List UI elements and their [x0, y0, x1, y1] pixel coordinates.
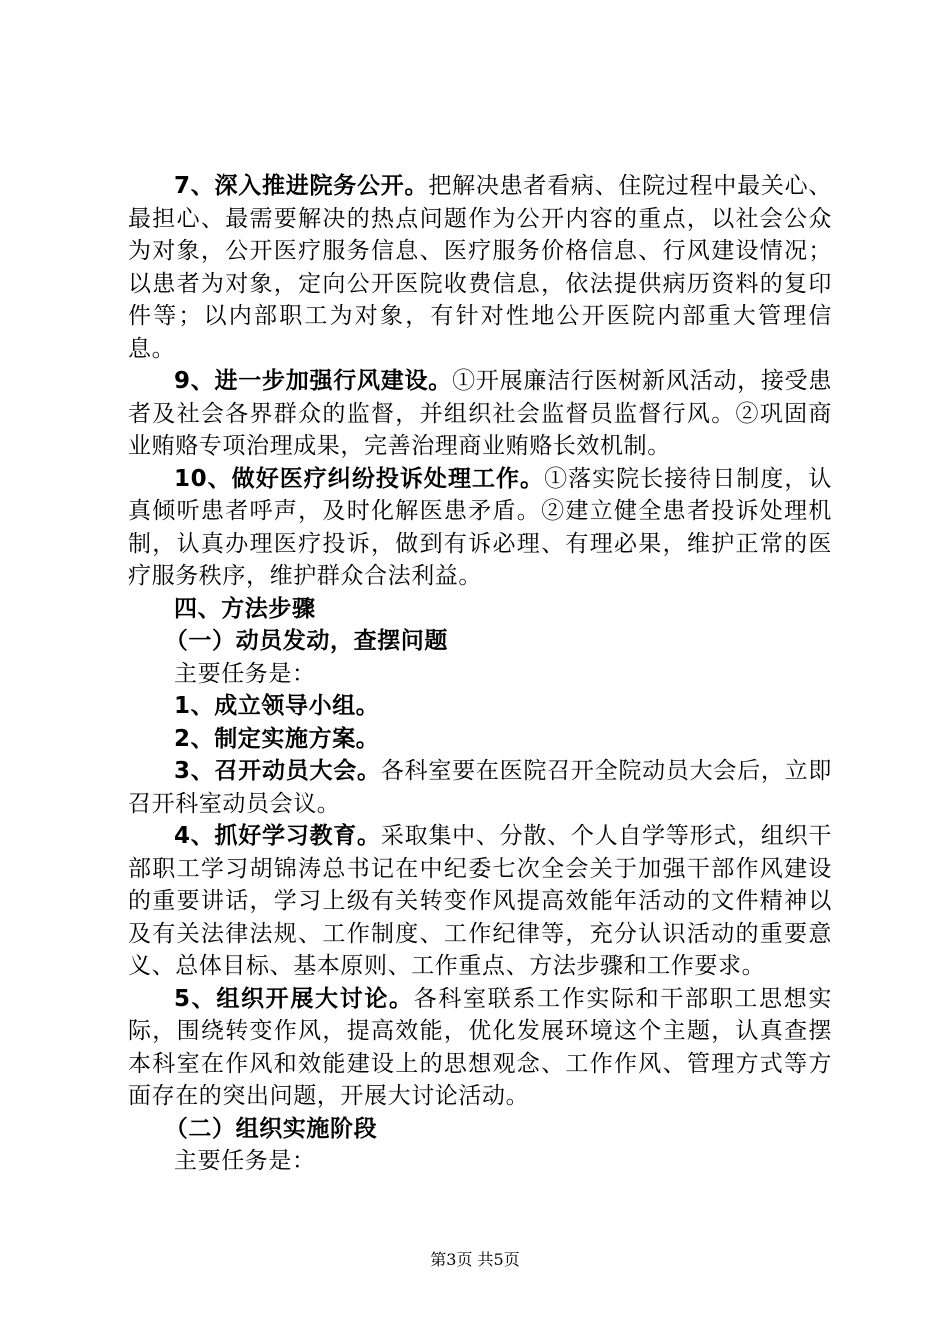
paragraph-item-9	[128, 365, 832, 463]
stage-heading-one: （一）动员发动，查摆问题	[164, 628, 448, 654]
list-item-4	[128, 820, 832, 983]
main-tasks-label: 主要任务是：	[174, 660, 316, 687]
paragraph-text: 把解决患者看病、住院过程中最关心、最担心、最需要解决的热点问题作为公开内容的重点，以社会公众为对象，公开医疗服务信息、医疗服务价格信息、行风建设情况；以患者为对象，定向公开医院收费信息，依法提供病历资料的复印件等；以内部职工为对象，有针对性地公开医院内部重大管理信息。	[128, 173, 832, 362]
stage-heading-two: （二）组织实施阶段	[164, 1115, 378, 1142]
paragraph-lead: 5、组织开展大讨论。	[174, 985, 414, 1012]
list-item-3	[128, 755, 832, 820]
list-item-1: 1、成立领导小组。	[174, 693, 380, 719]
paragraph-text: 采取集中、分散、个人自学等形式，组织干部职工学习胡锦涛总书记在中纪委七次全会关于加强干部作风建设的重要讲话，学习上级有关转变作风提高效能年活动的文件精神以及有关法律法规、工作制度、工作纪律等，充分认识活动的重要意义、总体目标、基本原则、工作重点、方法步骤和工作要求。	[128, 823, 833, 979]
paragraph-text: ①落实院长接待日制度，认真倾听患者呼声，及时化解医患矛盾。②建立健全患者投诉处理机制，认真办理医疗投诉，做到有诉必理、有理必果，维护正常的医疗服务秩序，维护群众合法利益。	[128, 465, 832, 589]
main-tasks-label: 主要任务是：	[174, 1148, 316, 1174]
page-footer: 第3页 共5页	[430, 1250, 520, 1269]
paragraph-text: 各科室联系工作实际和干部职工思想实际，围绕转变作风，提高效能，优化发展环境这个主题，认真查摆本科室在作风和效能建设上的思想观念、工作作风、管理方式等方面存在的突出问题，开展大讨论活动。	[128, 985, 832, 1109]
list-item-5	[128, 983, 832, 1113]
paragraph-text: 各科室要在医院召开全院动员大会后，立即召开科室动员会议。	[128, 758, 833, 817]
list-item-2: 2、制定实施方案。	[174, 725, 380, 752]
paragraph-lead: 9、进一步加强行风建设。	[174, 368, 453, 394]
paragraph-item-7	[128, 170, 832, 365]
paragraph-text: ①开展廉洁行医树新风活动，接受患者及社会各界群众的监督，并组织社会监督员监督行风。②巩固商业贿赂专项治理成果，完善治理商业贿赂长效机制。	[128, 368, 832, 459]
paragraph-item-10	[128, 463, 832, 593]
paragraph-lead: 10、做好医疗纠纷投诉处理工作。	[174, 465, 545, 492]
section-heading-four: 四、方法步骤	[174, 595, 316, 622]
paragraph-lead: 7、深入推进院务公开。	[174, 173, 429, 199]
document-body	[128, 170, 832, 1178]
paragraph-lead: 3、召开动员大会。	[174, 758, 381, 784]
paragraph-lead: 4、抓好学习教育。	[174, 823, 381, 849]
